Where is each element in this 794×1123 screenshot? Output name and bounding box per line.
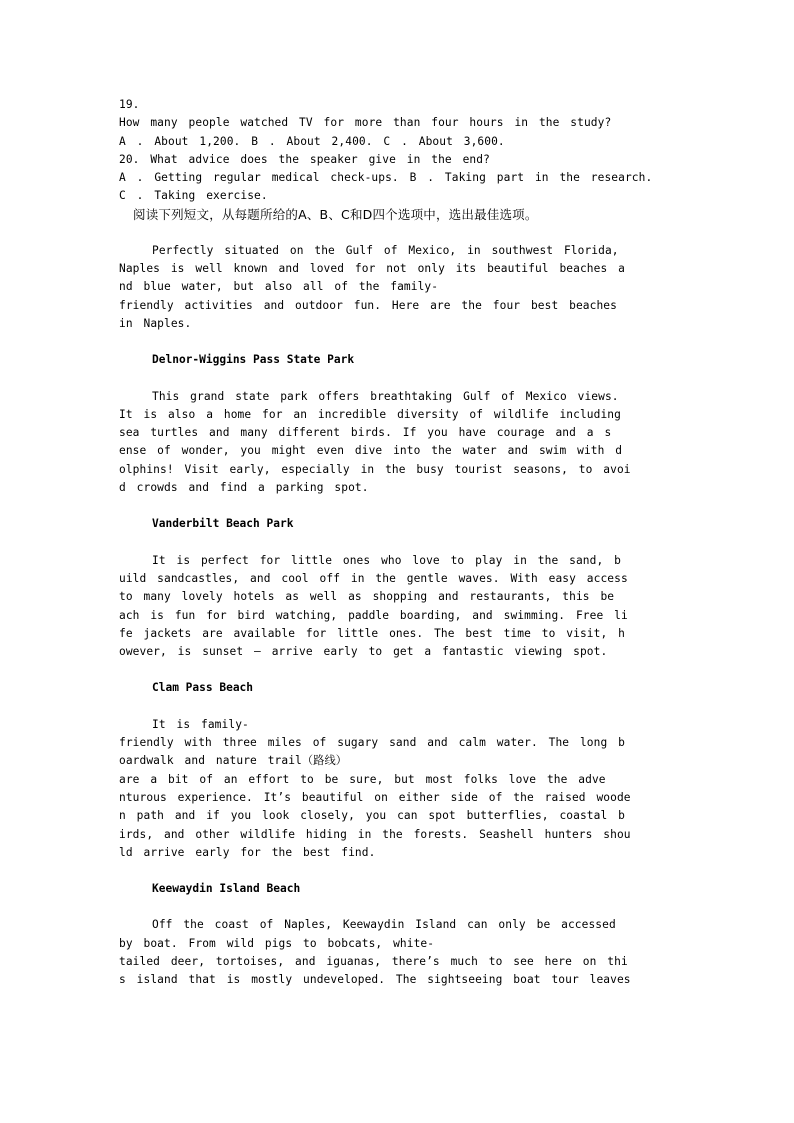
document-page	[119, 96, 675, 990]
paragraph-line: ach is fun for bird watching, paddle boarding, and swimming. Free li	[119, 608, 628, 622]
paragraph-line: sea turtles and many different birds. If you have courage and a s	[119, 426, 612, 440]
paragraph-line: oardwalk and nature trail（路线）	[119, 754, 348, 768]
question-19-text: How many people watched TV for more than four hours in the study?	[119, 116, 612, 130]
paragraph-line: It is also a home for an incredible diversity of wildlife including	[119, 407, 621, 421]
section-paragraph-keewaydin	[119, 916, 675, 989]
section-paragraph-delnor-wiggins	[119, 388, 675, 498]
paragraph-line: friendly activities and outdoor fun. Here are the four best beaches	[119, 298, 617, 312]
paragraph-line: nturous experience. It’s beautiful on either side of the raised woode	[119, 790, 631, 804]
intro-paragraph	[119, 242, 675, 333]
section-heading-vanderbilt: Vanderbilt Beach Park	[152, 517, 294, 531]
reading-instruction: 阅读下列短文，从每题所给的A、B、C和D四个选项中，选出最佳选项。	[133, 206, 538, 222]
paragraph-line: olphins! Visit early, especially in the busy tourist seasons, to avoi	[119, 462, 631, 476]
paragraph-line: Perfectly situated on the Gulf of Mexico, in southwest Florida,	[152, 243, 619, 257]
paragraph-line: nd blue water, but also all of the family-	[119, 280, 439, 294]
paragraph-line: ense of wonder, you might even dive into the water and swim with d	[119, 444, 623, 458]
paragraph-line: Off the coast of Naples, Keewaydin Island can only be accessed	[152, 918, 616, 932]
section-heading-keewaydin: Keewaydin Island Beach	[152, 882, 301, 896]
question-20-options-line-2: C . Taking exercise.	[119, 189, 268, 203]
paragraph-line: irds, and other wildlife hiding in the forests. Seashell hunters shou	[119, 827, 631, 841]
section-heading-clam-pass: Clam Pass Beach	[152, 681, 254, 695]
paragraph-line: tailed deer, tortoises, and iguanas, there’s much to see here on thi	[119, 954, 628, 968]
section-heading-delnor-wiggins: Delnor-Wiggins Pass State Park	[152, 353, 355, 367]
paragraph-line: in Naples.	[119, 316, 192, 330]
paragraph-line: to many lovely hotels as well as shopping and restaurants, this be	[119, 590, 615, 604]
paragraph-line: by boat. From wild pigs to bobcats, white-	[119, 936, 435, 950]
paragraph-line: ld arrive early for the best find.	[119, 845, 376, 859]
paragraph-line: owever, is sunset — arrive early to get a fantastic viewing spot.	[119, 645, 608, 659]
paragraph-line: are a bit of an effort to be sure, but most folks love the adve	[119, 772, 606, 786]
paragraph-line: n path and if you look closely, you can spot butterflies, coastal b	[119, 809, 625, 823]
question-20-options-line-1: A . Getting regular medical check-ups. B . Taking part in the research.	[119, 171, 653, 185]
section-paragraph-vanderbilt	[119, 552, 675, 662]
question-20-text: 20. What advice does the speaker give in the end?	[119, 152, 490, 166]
paragraph-line: Naples is well known and loved for not only its beautiful beaches a	[119, 262, 625, 276]
question-19-number: 19.	[119, 98, 140, 111]
paragraph-line: This grand state park offers breathtaking Gulf of Mexico views.	[152, 389, 619, 403]
paragraph-line: friendly with three miles of sugary sand and calm water. The long b	[119, 736, 625, 750]
paragraph-line: uild sandcastles, and cool off in the gentle waves. With easy access	[119, 571, 628, 585]
paragraph-line: d crowds and find a parking spot.	[119, 481, 369, 495]
section-paragraph-clam-pass	[119, 716, 675, 862]
question-19-options: A . About 1,200. B . About 2,400. C . About 3,600.	[119, 134, 505, 148]
paragraph-line: fe jackets are available for little ones. The best time to visit, h	[119, 626, 625, 640]
paragraph-line: It is perfect for little ones who love to play in the sand, b	[152, 553, 621, 567]
paragraph-line: It is family-	[152, 717, 249, 731]
paragraph-line: s island that is mostly undeveloped. The sightseeing boat tour leaves	[119, 973, 631, 987]
